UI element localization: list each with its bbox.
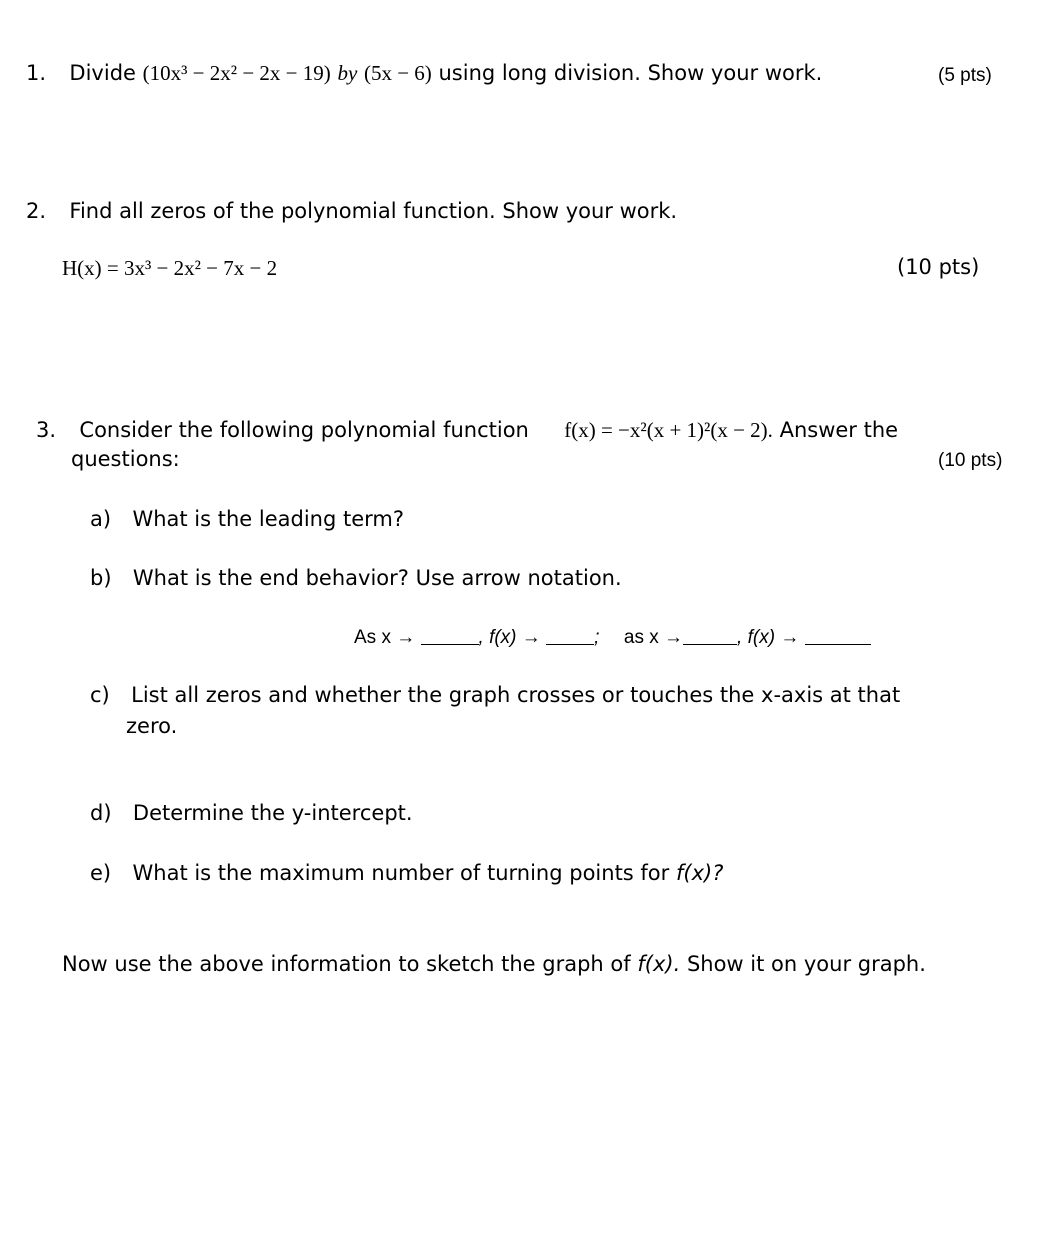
eb-fx1: f(x) → bbox=[489, 627, 541, 648]
eb-fx2: f(x) → bbox=[747, 627, 800, 648]
q1-text-after: using long division. Show your work. bbox=[438, 61, 823, 85]
eb-semicolon: ; bbox=[594, 627, 600, 648]
q3-part-d bbox=[90, 800, 413, 827]
q1-points: (5 pts) bbox=[938, 65, 992, 86]
eb-as2: as x → bbox=[623, 627, 684, 648]
q1-divisor: (5x − 6) bbox=[363, 61, 432, 85]
part-e-text: What is the maximum number of turning points for bbox=[132, 861, 670, 885]
part-a-label: a) bbox=[90, 507, 112, 531]
closing-text-after: Show it on your graph. bbox=[686, 952, 926, 976]
part-e-func: f(x)? bbox=[675, 861, 724, 885]
end-behavior-line: As x → , f(x) → ; as x → , f(x) → bbox=[354, 626, 871, 651]
question-3 bbox=[36, 417, 898, 444]
closing-instruction bbox=[62, 951, 926, 978]
q3-part-b bbox=[90, 565, 622, 592]
closing-text-before: Now use the above information to sketch the graph of bbox=[62, 952, 631, 976]
q2-function: H(x) = 3x³ − 2x² − 7x − 2 bbox=[62, 256, 278, 280]
part-b-text: What is the end behavior? Use arrow notation. bbox=[132, 566, 622, 590]
q2-text: Find all zeros of the polynomial function. Show your work. bbox=[69, 199, 678, 223]
q1-text-before: Divide bbox=[69, 61, 136, 85]
part-e-label: e) bbox=[90, 861, 112, 885]
q3-text-before: Consider the following polynomial function bbox=[79, 418, 529, 442]
closing-func: f(x). bbox=[637, 952, 681, 976]
q1-by: by bbox=[337, 61, 358, 85]
q3-function: f(x) = −x²(x + 1)²(x − 2). bbox=[564, 418, 773, 442]
part-d-text: Determine the y-intercept. bbox=[132, 801, 413, 825]
part-b-label: b) bbox=[90, 566, 112, 590]
q3-text-after: Answer the bbox=[779, 418, 899, 442]
q2-number: 2. bbox=[26, 199, 47, 223]
q2-points: (10 pts) bbox=[897, 255, 980, 279]
q3-points: (10 pts) bbox=[938, 450, 1003, 471]
q3-part-e bbox=[90, 860, 723, 887]
eb-blank-3[interactable] bbox=[683, 626, 737, 645]
part-c-line2: zero. bbox=[126, 714, 178, 738]
q3-part-a bbox=[90, 506, 404, 533]
part-c-line1: List all zeros and whether the graph crosses or touches the x-axis at that bbox=[131, 683, 901, 707]
q3-number: 3. bbox=[36, 418, 57, 442]
part-a-text: What is the leading term? bbox=[132, 507, 405, 531]
eb-as1: As x → bbox=[354, 627, 416, 648]
eb-blank-1[interactable] bbox=[421, 626, 479, 645]
part-d-label: d) bbox=[90, 801, 112, 825]
q1-dividend: (10x³ − 2x² − 2x − 19) bbox=[142, 61, 331, 85]
question-2 bbox=[26, 198, 677, 225]
part-c-label: c) bbox=[90, 683, 110, 707]
q3-part-c bbox=[90, 682, 900, 709]
eb-blank-2[interactable] bbox=[546, 626, 594, 645]
q1-number: 1. bbox=[26, 61, 47, 85]
eb-blank-4[interactable] bbox=[805, 626, 871, 645]
question-1 bbox=[26, 60, 822, 87]
q3-text-line2: questions: bbox=[71, 447, 180, 471]
